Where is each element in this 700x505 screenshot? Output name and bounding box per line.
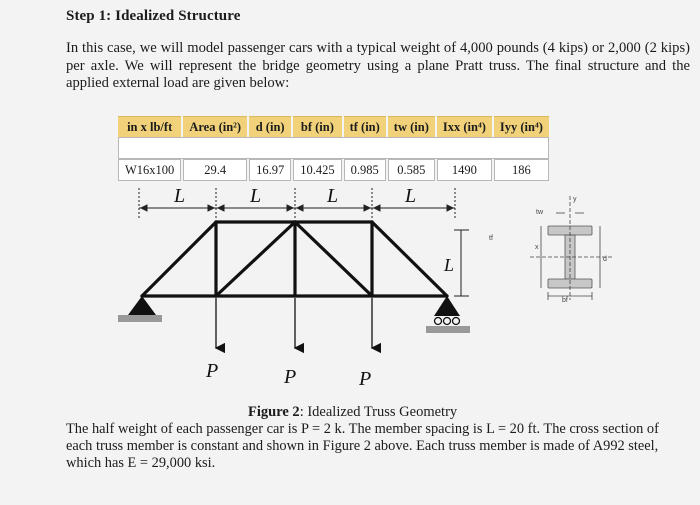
table-header: Area (in²) <box>183 116 247 137</box>
point-loads <box>216 298 372 348</box>
table-cell: W16x100 <box>118 159 181 181</box>
load-label: P <box>206 360 219 382</box>
table-header: Ixx (in⁴) <box>437 116 492 137</box>
d-label: d <box>603 256 607 263</box>
table-cell: 1490 <box>437 159 492 181</box>
table-header: in x lb/ft <box>118 116 181 137</box>
height-dimension <box>454 230 469 296</box>
caption-text: : Idealized Truss Geometry <box>299 404 458 420</box>
table-cell: 186 <box>494 159 549 181</box>
roller-support <box>426 296 470 333</box>
table-header: tw (in) <box>388 116 435 137</box>
load-label: P <box>284 366 297 388</box>
table-cell: 29.4 <box>183 159 247 181</box>
x-axis-label: x <box>535 244 539 251</box>
intro-paragraph: In this case, we will model passenger cars with a typical weight of 4,000 pounds (4 kips) or 2,000 (2 kips) per axle. We will represent the bridge geometry using a plane Pratt truss. The final structure and the applied external load are given below: <box>66 40 690 91</box>
table-cell: 0.585 <box>388 159 435 181</box>
closing-paragraph: The half weight of each passenger car is P = 2 k. The member spacing is L = 20 ft. The cross section of each truss member is constant and shown in Figure 2 above. Each truss member is made of A992 steel, which has E = 29,000 ksi. <box>66 421 659 471</box>
figure-caption <box>248 404 457 421</box>
span-label: L <box>174 185 186 207</box>
span-label: L <box>327 185 339 207</box>
table-cell: 16.97 <box>249 159 291 181</box>
table-cell: 10.425 <box>293 159 341 181</box>
pratt-truss <box>142 222 447 296</box>
tw-label: tw <box>536 209 543 216</box>
step-title: Step 1: Idealized Structure <box>66 8 241 24</box>
table-header: bf (in) <box>293 116 341 137</box>
bf-label: bf <box>562 297 568 304</box>
tf-label: tf <box>489 235 493 242</box>
height-label: L <box>444 255 455 275</box>
pin-support <box>118 296 162 322</box>
span-label: L <box>405 185 417 207</box>
w-section-drawing <box>489 196 612 304</box>
table-header: Iyy (in⁴) <box>494 116 549 137</box>
caption-figure-number: Figure 2 <box>248 404 300 420</box>
table-header: d (in) <box>249 116 291 137</box>
table-cell: 0.985 <box>344 159 386 181</box>
table-header: tf (in) <box>344 116 386 137</box>
load-label: P <box>359 368 372 390</box>
y-axis-label: y <box>573 196 577 203</box>
span-label: L <box>250 185 262 207</box>
